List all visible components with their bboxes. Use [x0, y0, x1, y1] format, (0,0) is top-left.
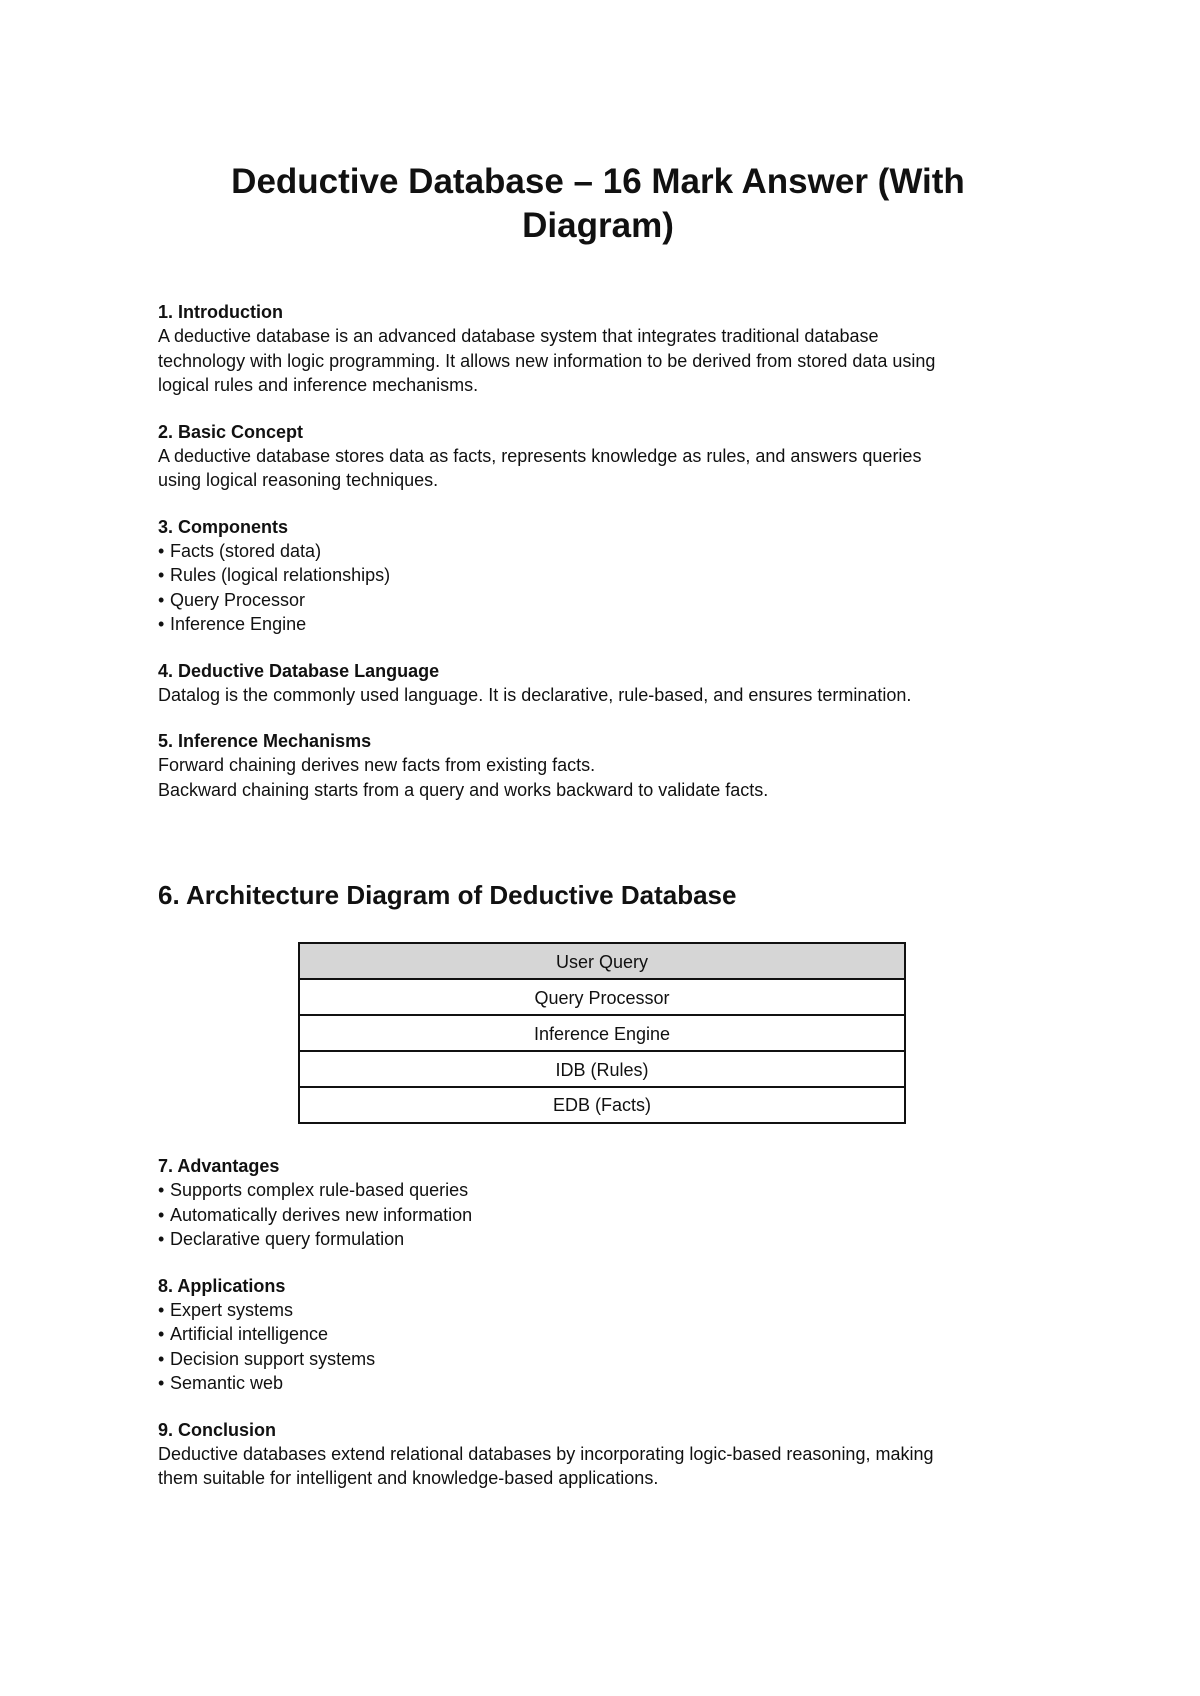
list-item-text: Rules (logical relationships) — [170, 565, 391, 585]
bullet-icon: • — [158, 1229, 165, 1249]
section-components — [158, 515, 1038, 637]
document-page — [158, 160, 1038, 1513]
paragraph-line: Backward chaining starts from a query and works backward to validate facts. — [158, 779, 769, 800]
architecture-heading: 6. Architecture Diagram of Deductive Database — [158, 880, 737, 910]
bullet-icon: • — [158, 589, 165, 610]
list-item-text: Supports complex rule-based queries — [170, 1180, 469, 1200]
list-item — [158, 1322, 1038, 1347]
paragraph-line: A deductive database stores data as facts, represents knowledge as rules, and answers queries — [158, 445, 922, 466]
layer-idb-rules: IDB (Rules) — [300, 1052, 904, 1088]
bullet-icon: • — [158, 614, 165, 634]
section-heading: 1. Introduction — [158, 302, 283, 322]
architecture-diagram — [298, 942, 906, 1124]
section-introduction — [158, 300, 1038, 398]
list-item — [158, 563, 1038, 588]
section-basic-concept — [158, 420, 1038, 493]
section-heading: 3. Components — [158, 516, 289, 537]
paragraph-line: logical rules and inference mechanisms. — [158, 375, 479, 395]
list-item — [158, 588, 1038, 613]
section-language — [158, 659, 1038, 708]
list-item — [158, 612, 1038, 637]
section-inference-mechanisms — [158, 729, 1038, 802]
paragraph-line: using logical reasoning techniques. — [158, 470, 439, 490]
bullet-icon: • — [158, 565, 165, 585]
bullet-icon: • — [158, 1180, 165, 1200]
document-title: Deductive Database – 16 Mark Answer (With Diagram) — [231, 162, 965, 245]
list-item — [158, 539, 1038, 564]
list-item — [158, 1347, 1038, 1372]
layer-edb-facts: EDB (Facts) — [552, 1095, 651, 1115]
section-heading: 8. Applications — [158, 1275, 286, 1296]
section-heading: 2. Basic Concept — [158, 421, 304, 442]
layer-inference-engine: Inference Engine — [300, 1016, 904, 1052]
section-applications — [158, 1274, 1038, 1396]
list-item-text: Semantic web — [170, 1373, 284, 1393]
list-item-text: Expert systems — [170, 1299, 294, 1320]
section-heading: 5. Inference Mechanisms — [158, 731, 372, 751]
list-item-text: Query Processor — [170, 589, 306, 610]
layer-query-processor: Query Processor — [300, 980, 904, 1016]
list-item-text: Facts (stored data) — [170, 540, 322, 561]
bullet-icon: • — [158, 1299, 165, 1320]
bullet-icon: • — [158, 540, 165, 561]
section-heading: 4. Deductive Database Language — [158, 660, 440, 681]
paragraph-line: Datalog is the commonly used language. It is declarative, rule-based, and ensures termination. — [158, 684, 912, 705]
bullet-icon: • — [158, 1348, 165, 1369]
list-item — [158, 1203, 1038, 1228]
paragraph-line: technology with logic programming. It allows new information to be derived from stored data using — [158, 350, 936, 371]
layer-user-query: User Query — [300, 944, 904, 980]
section-conclusion — [158, 1418, 1038, 1491]
list-item — [158, 1178, 1038, 1203]
list-item-text: Inference Engine — [170, 614, 307, 634]
list-item — [158, 1298, 1038, 1323]
list-item-text: Automatically derives new information — [170, 1204, 473, 1225]
applications-list — [158, 1298, 1038, 1396]
list-item — [158, 1227, 1038, 1252]
bullet-icon: • — [158, 1204, 165, 1225]
list-item — [158, 1371, 1038, 1396]
section-heading: 7. Advantages — [158, 1156, 280, 1176]
bullet-icon: • — [158, 1373, 165, 1393]
section-advantages — [158, 1154, 1038, 1252]
list-item-text: Decision support systems — [170, 1348, 376, 1369]
paragraph-line: A deductive database is an advanced database system that integrates traditional database — [158, 326, 879, 346]
list-item-text: Artificial intelligence — [170, 1324, 329, 1344]
section-heading: 9. Conclusion — [158, 1419, 277, 1440]
bullet-icon: • — [158, 1324, 165, 1344]
advantages-list — [158, 1178, 1038, 1252]
paragraph-line: Forward chaining derives new facts from existing facts. — [158, 755, 596, 775]
list-item-text: Declarative query formulation — [170, 1229, 405, 1249]
paragraph-line: Deductive databases extend relational databases by incorporating logic-based reasoning, making — [158, 1443, 934, 1464]
paragraph-line: them suitable for intelligent and knowledge-based applications. — [158, 1468, 659, 1488]
components-list — [158, 539, 1038, 637]
